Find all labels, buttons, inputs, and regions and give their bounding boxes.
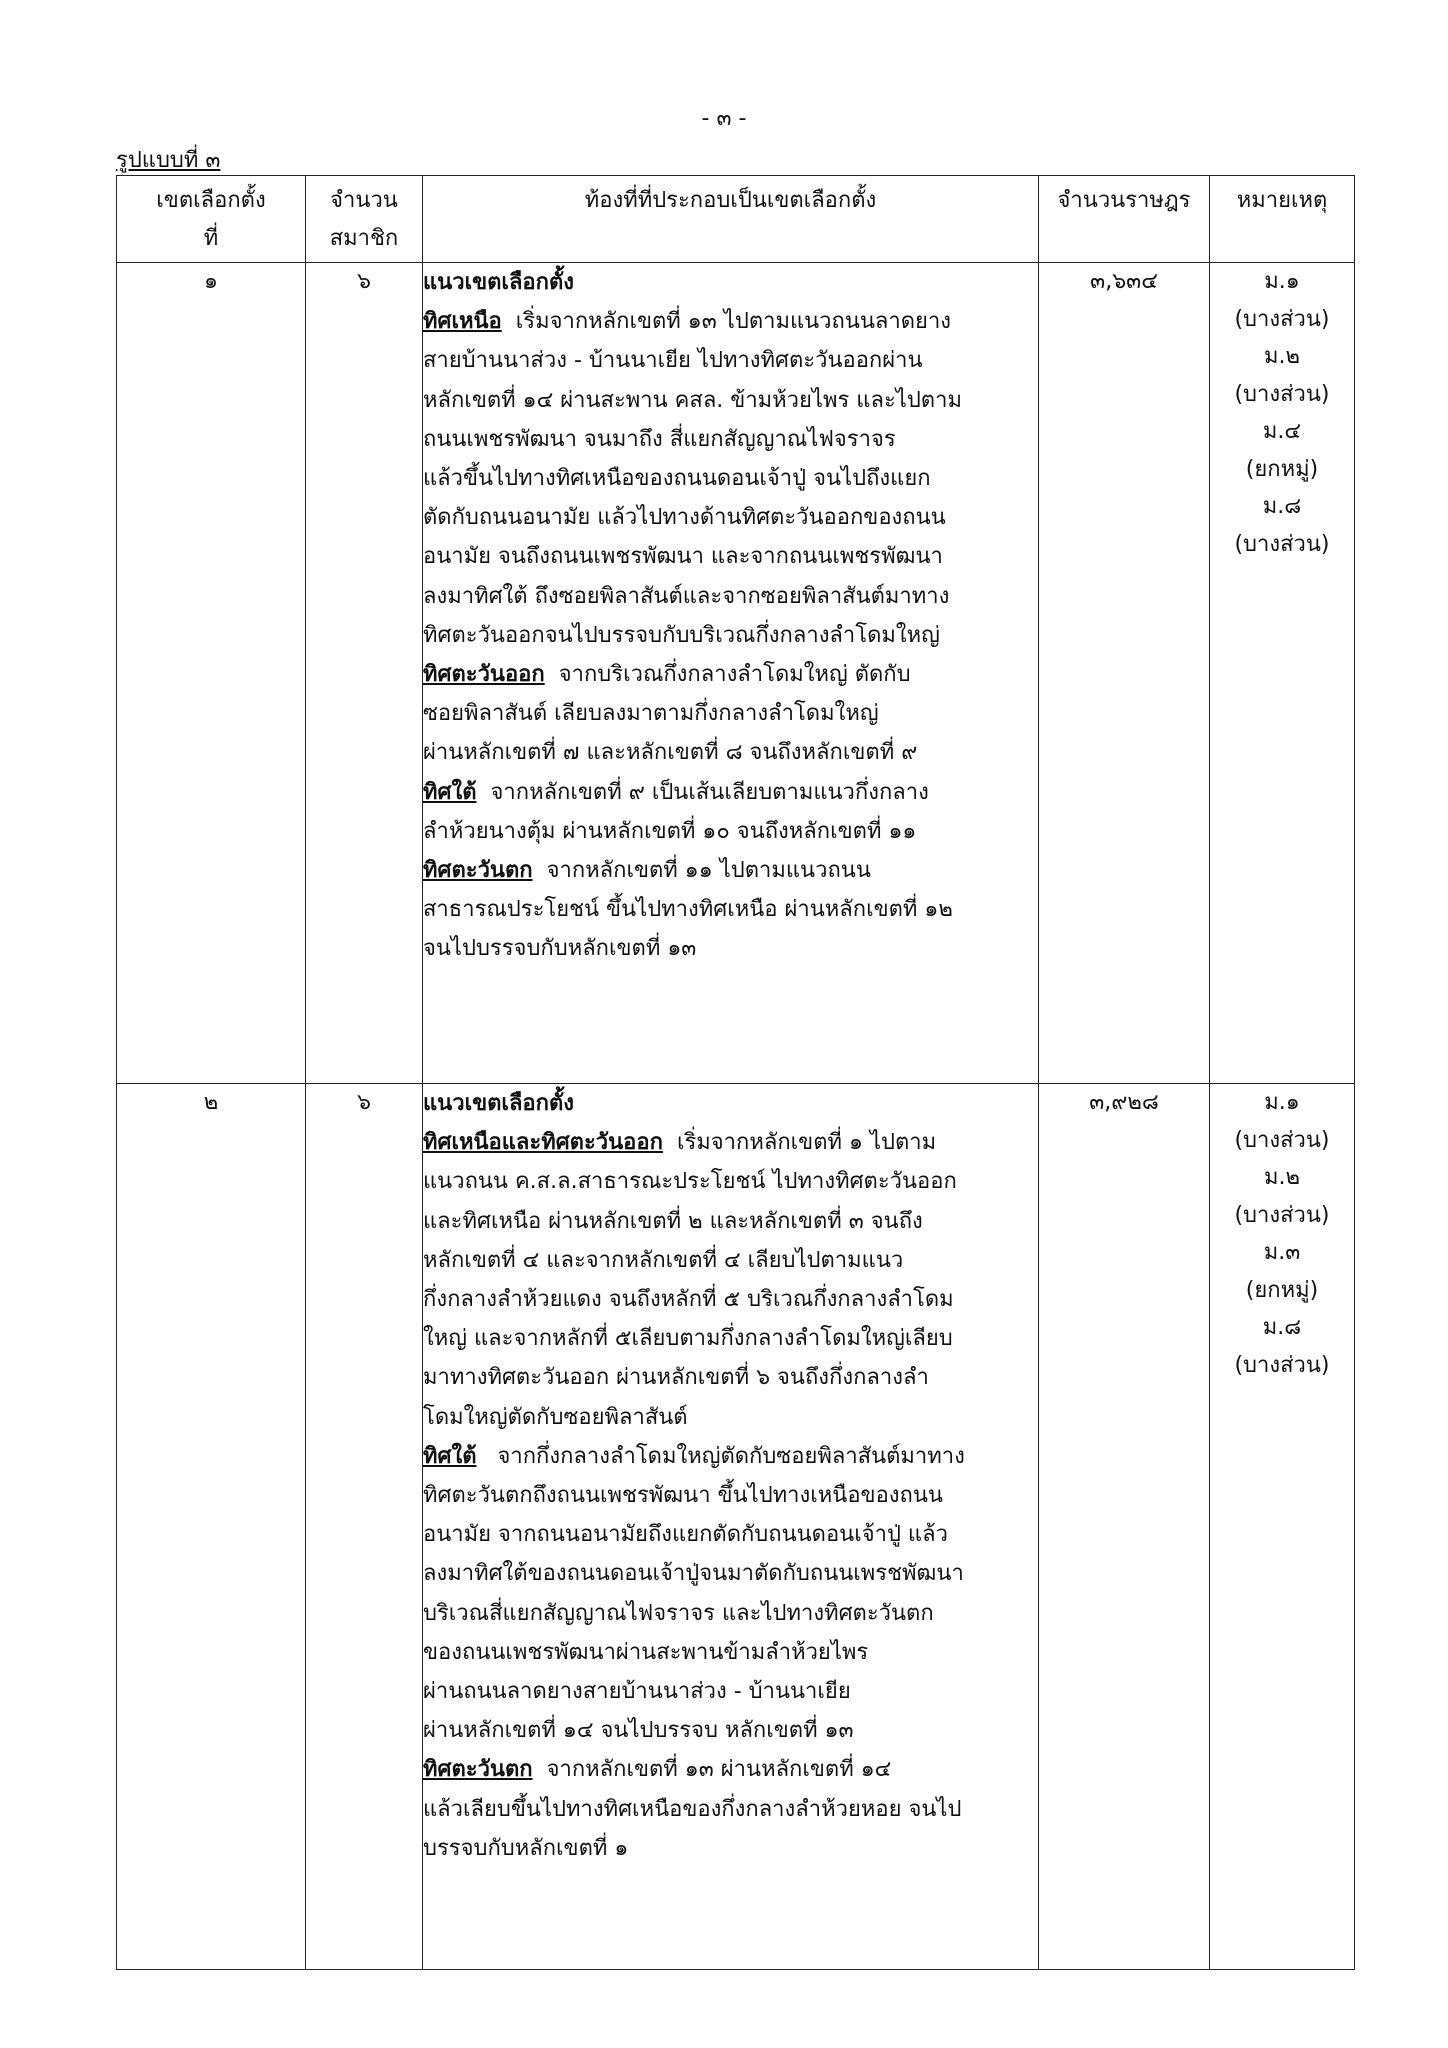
remark-line: ม.๔ bbox=[1262, 419, 1302, 444]
area-heading: แนวเขตเลือกตั้ง bbox=[423, 270, 574, 295]
north-boundary-line: ถนนเพชรพัฒนา จนมาถึง สี่แยกสัญญาณไฟจราจร bbox=[423, 426, 896, 452]
south-text: จากหลักเขตที่ ๙ เป็นเส้นเลียบตามแนวกึ่งกลาง bbox=[490, 779, 929, 805]
remark-cell bbox=[1210, 1084, 1355, 1970]
west-label: ทิศตะวันตก bbox=[423, 858, 533, 884]
east-label: ทิศตะวันออก bbox=[423, 662, 545, 688]
header-members-line2: สมาชิก bbox=[329, 226, 399, 251]
remark-line: ม.๘ bbox=[1262, 1315, 1302, 1340]
west-boundary-line: จนไปบรรจบกับหลักเขตที่ ๑๓ bbox=[423, 936, 697, 962]
remark-line: ม.๓ bbox=[1263, 1240, 1301, 1265]
table-header-row bbox=[117, 176, 1355, 263]
west-boundary-line bbox=[423, 851, 1038, 890]
remark-line: (บางส่วน) bbox=[1234, 1127, 1330, 1153]
remark-line: ม.๑ bbox=[1264, 1090, 1300, 1115]
west-label: ทิศตะวันตก bbox=[423, 1757, 533, 1783]
south-boundary-line: บริเวณสี่แยกสัญญาณไฟจราจร และไปทางทิศตะวันตก bbox=[423, 1600, 934, 1626]
north-boundary-line: สายบ้านนาส่วง - บ้านนาเยีย ไปทางทิศตะวันออกผ่าน bbox=[423, 348, 923, 374]
remark-line: (ยกหมู่) bbox=[1245, 456, 1319, 482]
south-boundary-line bbox=[423, 773, 1038, 812]
table-row bbox=[117, 263, 1355, 1084]
population-count: ๓,๙๒๘ bbox=[1039, 1084, 1210, 1970]
east-boundary-line bbox=[423, 655, 1038, 694]
electoral-zones-table bbox=[116, 175, 1355, 1970]
east-text: จากบริเวณกึ่งกลางลำโดมใหญ่ ตัดกับ bbox=[558, 662, 911, 688]
north-east-boundary-line: กึ่งกลางลำห้วยแดง จนถึงหลักที่ ๕ บริเวณกึ่งกลางลำโดม bbox=[423, 1287, 954, 1313]
north-east-label: ทิศเหนือและทิศตะวันออก bbox=[423, 1130, 663, 1156]
member-count: ๖ bbox=[306, 1084, 423, 1970]
east-boundary-line: ซอยพิลาสันต์ เลียบลงมาตามกึ่งกลางลำโดมใหญ่ bbox=[423, 701, 879, 727]
table-row bbox=[117, 1084, 1355, 1970]
population-count: ๓,๖๓๔ bbox=[1039, 263, 1210, 1084]
south-label: ทิศใต้ bbox=[423, 1443, 477, 1469]
north-east-boundary-line: มาทางทิศตะวันออก ผ่านหลักเขตที่ ๖ จนถึงกึ่งกลางลำ bbox=[423, 1365, 929, 1391]
south-text: จากกึ่งกลางลำโดมใหญ่ตัดกับซอยพิลาสันต์มาทาง bbox=[497, 1443, 965, 1469]
south-boundary-line: ของถนนเพชรพัฒนาผ่านสะพานข้ามลำห้วยไพร bbox=[423, 1639, 869, 1665]
page-number: - ๓ - bbox=[701, 106, 747, 131]
east-boundary-line: ผ่านหลักเขตที่ ๗ และหลักเขตที่ ๘ จนถึงหลักเขตที่ ๙ bbox=[423, 740, 918, 766]
south-boundary-line: ลงมาทิศใต้ของถนนดอนเจ้าปู่จนมาตัดกับถนนเพรชพัฒนา bbox=[423, 1561, 964, 1587]
north-boundary-line: ทิศตะวันออกจนไปบรรจบกับบริเวณกึ่งกลางลำโดมใหญ่ bbox=[423, 622, 940, 648]
north-east-boundary-line: โดมใหญ่ตัดกับซอยพิลาสันต์ bbox=[423, 1404, 688, 1430]
north-boundary-line: อนามัย จนถึงถนนเพชรพัฒนา และจากถนนเพชรพัฒนา bbox=[423, 544, 943, 570]
remark-cell bbox=[1210, 263, 1355, 1084]
south-boundary-line: ทิศตะวันตกถึงถนนเพชรพัฒนา ขึ้นไปทางเหนือของถนน bbox=[423, 1483, 943, 1509]
north-east-boundary-line: แนวถนน ค.ส.ล.สาธารณะประโยชน์ ไปทางทิศตะวันออก bbox=[423, 1169, 957, 1195]
remark-line: (บางส่วน) bbox=[1234, 531, 1330, 557]
remark-line: (บางส่วน) bbox=[1234, 1202, 1330, 1228]
zone-area-description bbox=[423, 1084, 1039, 1970]
area-heading: แนวเขตเลือกตั้ง bbox=[423, 1091, 574, 1116]
south-boundary-line: ลำห้วยนางตุ้ม ผ่านหลักเขตที่ ๑๐ จนถึงหลักเขตที่ ๑๑ bbox=[423, 818, 917, 844]
remark-line: ม.๒ bbox=[1264, 1165, 1300, 1190]
south-boundary-line: ผ่านถนนลาดยางสายบ้านนาส่วง - บ้านนาเยีย bbox=[423, 1679, 851, 1705]
remark-line: (บางส่วน) bbox=[1234, 306, 1330, 332]
form-label: รูปแบบที่ ๓ bbox=[116, 148, 221, 173]
north-east-boundary-line: และทิศเหนือ ผ่านหลักเขตที่ ๒ และหลักเขตที่ ๓ จนถึง bbox=[423, 1208, 923, 1234]
south-boundary-line bbox=[423, 1437, 1038, 1476]
remark-line: (บางส่วน) bbox=[1234, 1352, 1330, 1378]
zone-number: ๒ bbox=[117, 1084, 306, 1970]
west-boundary-line: บรรจบกับหลักเขตที่ ๑ bbox=[423, 1835, 629, 1861]
west-boundary-line: แล้วเลียบขึ้นไปทางทิศเหนือของกึ่งกลางลำห้วยหอย จนไป bbox=[423, 1796, 962, 1822]
south-boundary-line: ผ่านหลักเขตที่ ๑๔ จนไปบรรจบ หลักเขตที่ ๑๓ bbox=[423, 1718, 854, 1744]
header-members-line1: จำนวน bbox=[330, 188, 398, 213]
header-zone-line1: เขตเลือกตั้ง bbox=[156, 188, 266, 213]
north-boundary-line: แล้วขึ้นไปทางทิศเหนือของถนนดอนเจ้าปู่ จนไปถึงแยก bbox=[423, 466, 931, 492]
north-text: เริ่มจากหลักเขตที่ ๑๓ ไปตามแนวถนนลาดยาง bbox=[515, 309, 952, 335]
remark-line: ม.๘ bbox=[1262, 494, 1302, 519]
header-area: ท้องที่ที่ประกอบเป็นเขตเลือกตั้ง bbox=[423, 176, 1039, 263]
header-members bbox=[306, 176, 423, 263]
remark-line: ม.๒ bbox=[1264, 344, 1300, 369]
north-label: ทิศเหนือ bbox=[423, 309, 502, 335]
remark-line: (บางส่วน) bbox=[1234, 381, 1330, 407]
remark-line: ม.๑ bbox=[1264, 269, 1300, 294]
header-remark: หมายเหตุ bbox=[1210, 176, 1355, 263]
zone-number: ๑ bbox=[117, 263, 306, 1084]
remark-line: (ยกหมู่) bbox=[1245, 1277, 1319, 1303]
west-boundary-line: สาธารณประโยชน์ ขึ้นไปทางทิศเหนือ ผ่านหลักเขตที่ ๑๒ bbox=[423, 897, 953, 923]
north-east-text: เริ่มจากหลักเขตที่ ๑ ไปตาม bbox=[676, 1130, 937, 1156]
north-boundary-line: ตัดกับถนนอนามัย แล้วไปทางด้านทิศตะวันออกของถนน bbox=[423, 505, 946, 531]
north-east-boundary-line: ใหญ่ และจากหลักที่ ๕เลียบตามกึ่งกลางลำโดมใหญ่เลียบ bbox=[423, 1326, 953, 1352]
north-east-boundary-line bbox=[423, 1123, 1038, 1162]
north-east-boundary-line: หลักเขตที่ ๔ และจากหลักเขตที่ ๔ เลียบไปตามแนว bbox=[423, 1247, 904, 1273]
south-boundary-line: อนามัย จากถนนอนามัยถึงแยกตัดกับถนนดอนเจ้าปู่ แล้ว bbox=[423, 1522, 948, 1548]
west-text: จากหลักเขตที่ ๑๓ ผ่านหลักเขตที่ ๑๔ bbox=[546, 1757, 892, 1783]
member-count: ๖ bbox=[306, 263, 423, 1084]
zone-area-description bbox=[423, 263, 1039, 1084]
header-zone bbox=[117, 176, 306, 263]
south-label: ทิศใต้ bbox=[423, 779, 477, 805]
header-zone-line2: ที่ bbox=[203, 226, 219, 251]
north-boundary-line bbox=[423, 302, 1038, 341]
header-population: จำนวนราษฎร bbox=[1039, 176, 1210, 263]
west-text: จากหลักเขตที่ ๑๑ ไปตามแนวถนน bbox=[546, 858, 871, 884]
north-boundary-line: ลงมาทิศใต้ ถึงซอยพิลาสันต์และจากซอยพิลาสันต์มาทาง bbox=[423, 583, 950, 609]
north-boundary-line: หลักเขตที่ ๑๔ ผ่านสะพาน คสล. ข้ามห้วยไพร และไปตาม bbox=[423, 387, 962, 413]
west-boundary-line bbox=[423, 1750, 1038, 1789]
